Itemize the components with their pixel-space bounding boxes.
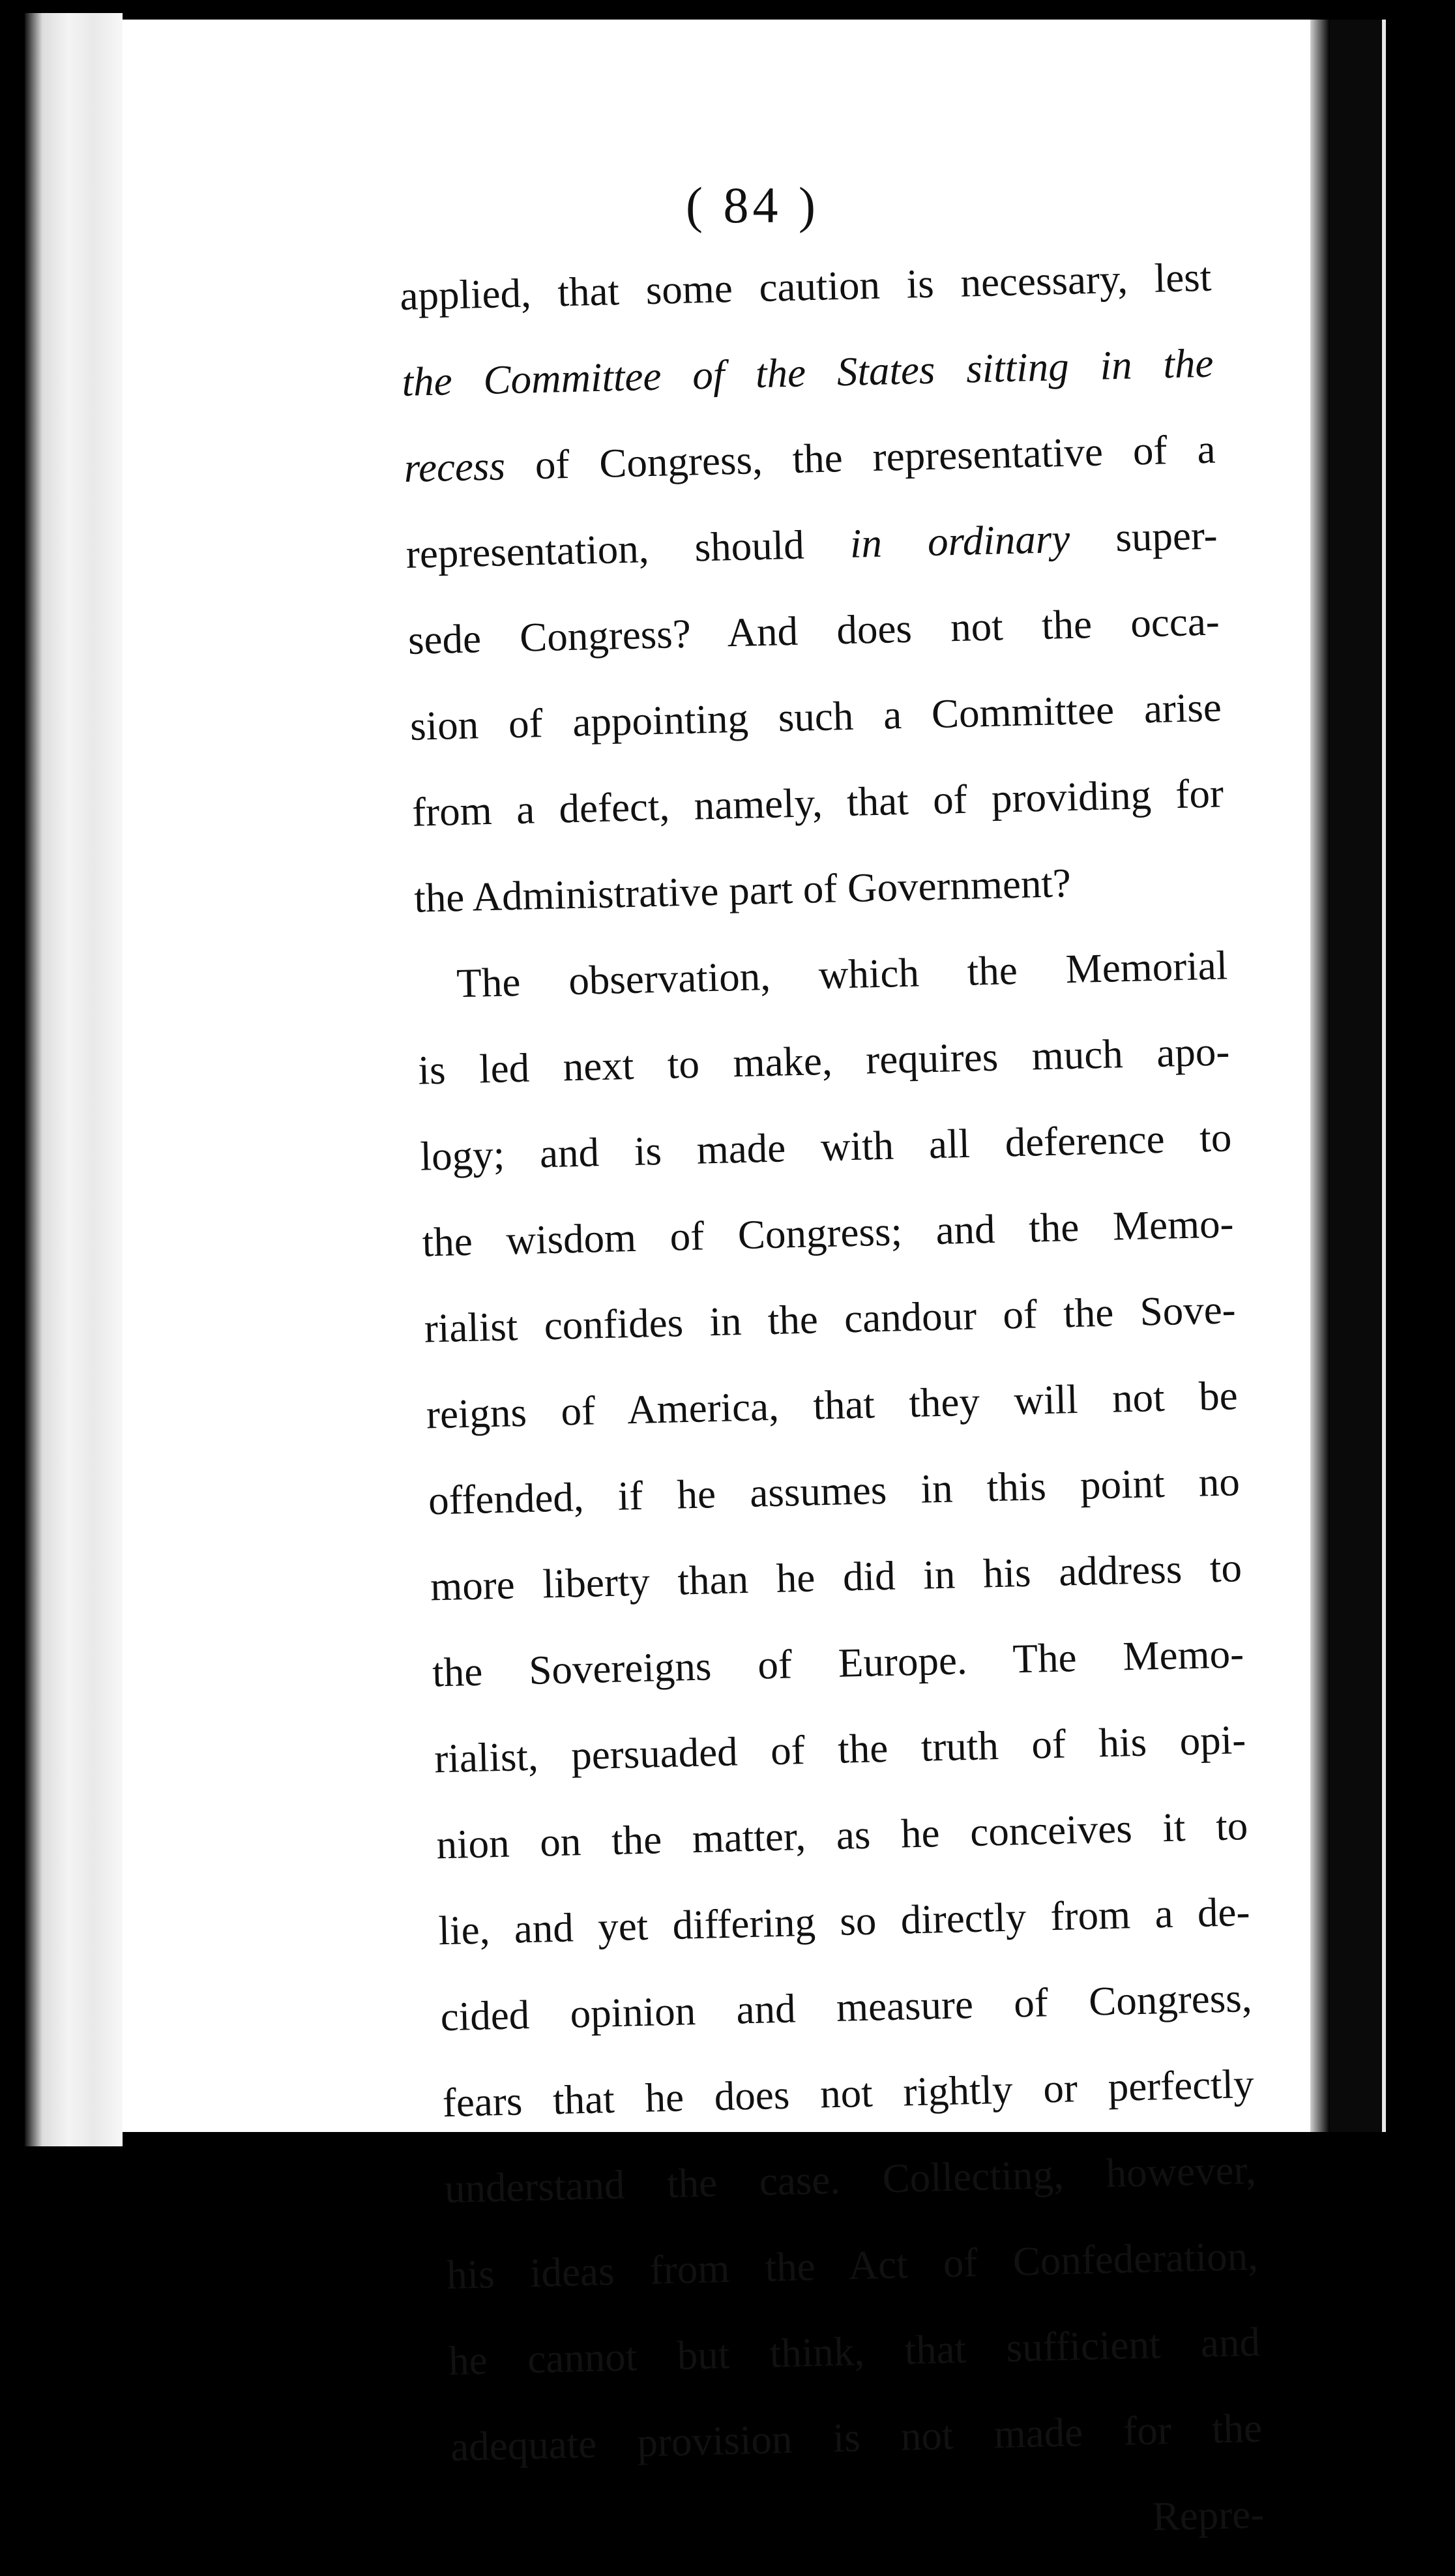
text-line: the wisdom of Congress; and the Memo-	[421, 1200, 1235, 1266]
text-line: cided opinion and measure of Congress,	[439, 1974, 1253, 2040]
text-line: adequate provision is not made for the	[450, 2405, 1263, 2470]
text-line: rialist, persuaded of the truth of his opi-	[434, 1717, 1246, 1782]
text-line: logy; and is made with all deference to	[419, 1114, 1233, 1179]
page-text	[399, 233, 1288, 2576]
text-span: super-	[1069, 512, 1218, 561]
text-line: he cannot but think, that sufficient and	[448, 2318, 1261, 2384]
text-line: lie, and yet differing so directly from a de-	[437, 1888, 1251, 1954]
left-page-edge	[25, 13, 123, 2146]
text-span: representation, should	[405, 520, 851, 577]
text-span: from a defect, namely, that of providing for	[411, 770, 1224, 835]
next-page-edge	[1330, 20, 1382, 2132]
italic-span: the Committee of the States sitting in the	[401, 340, 1214, 405]
paragraph-2	[415, 922, 1286, 2490]
text-line: nion on the matter, as he conceives it to	[435, 1803, 1249, 1868]
text-line: understand the case. Collecting, however,	[444, 2146, 1257, 2212]
catchword: Repre-	[1151, 2491, 1265, 2539]
text-line: The observation, which the Memorial	[456, 942, 1228, 1007]
text-span: sede Congress? And does not the occa-	[407, 598, 1220, 663]
text-line: is led next to make, requires much apo-	[417, 1028, 1231, 1093]
italic-span: recess	[403, 443, 506, 491]
text-line: the Sovereigns of Europe. The Memo-	[432, 1631, 1244, 1696]
paragraph-1	[399, 233, 1250, 941]
italic-span: in ordinary	[849, 515, 1070, 567]
text-span: of Congress, the representative of a	[505, 426, 1216, 489]
text-span: the Administrative part of Government?	[413, 859, 1072, 921]
next-page-line	[1382, 20, 1386, 2132]
text-line: reigns of America, that they will not be	[426, 1372, 1239, 1438]
text-line: more liberty than he did in his address to	[430, 1545, 1242, 1610]
text-span: sion of appointing such a Committee arise	[409, 684, 1222, 749]
text-line: fears that he does not rightly or perfectly	[442, 2060, 1255, 2126]
text-line: rialist confides in the candour of the Sove-	[424, 1286, 1237, 1352]
text-line: his ideas from the Act of Confederation,	[446, 2232, 1259, 2298]
gutter-shadow	[1310, 20, 1330, 2132]
text-span: applied, that some caution is necessary, lest	[399, 254, 1212, 319]
text-line: offended, if he assumes in this point no	[428, 1458, 1241, 1524]
page-number: ( 84 )	[686, 177, 819, 233]
